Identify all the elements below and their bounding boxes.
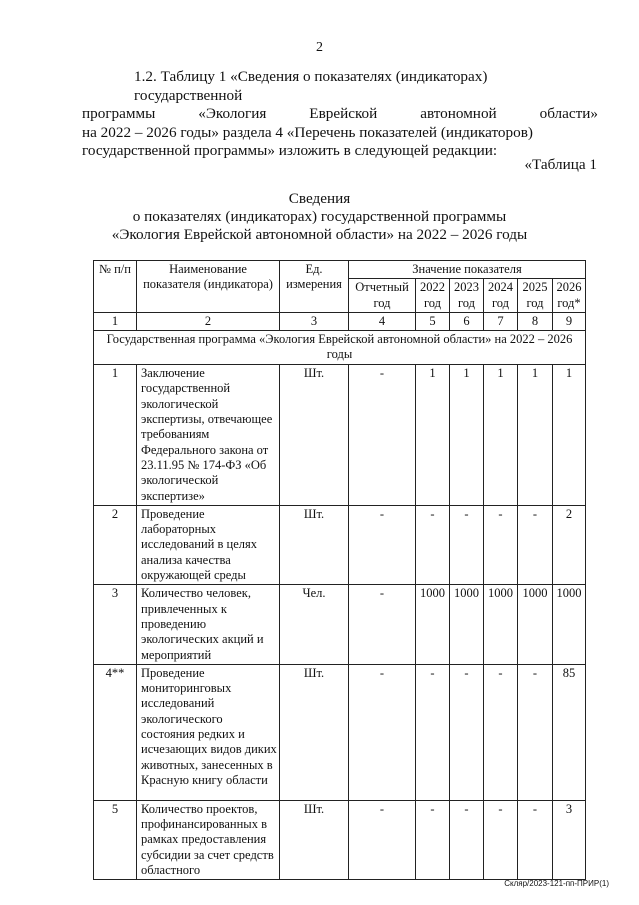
row-value: 1000 bbox=[416, 585, 450, 664]
header-name: Наименование показателя (индикатора) bbox=[137, 261, 280, 313]
header-unit: Ед. измерения bbox=[280, 261, 349, 313]
row-value: - bbox=[450, 800, 484, 879]
row-value: - bbox=[450, 664, 484, 800]
row-unit: Шт. bbox=[280, 800, 349, 879]
row-value: - bbox=[349, 365, 416, 506]
column-number: 8 bbox=[518, 312, 553, 330]
row-value: 1 bbox=[553, 365, 586, 506]
intro-line-1: 1.2. Таблицу 1 «Сведения о показателях (индикаторах) государственной bbox=[134, 68, 488, 104]
row-name: Проведение лабораторных исследований в целях анализа качества окружающей среды bbox=[137, 505, 280, 584]
intro-paragraph bbox=[82, 68, 598, 161]
row-value: 3 bbox=[553, 800, 586, 879]
row-num: 2 bbox=[94, 505, 137, 584]
row-name: Проведение мониторинговых исследований экологического состояния редких и исчезающих видов диких животных, занесенных в Красную книгу области bbox=[137, 664, 280, 800]
row-name: Заключение государственной экологической экспертизы, отвечающее требованиям Федерального закона от 23.11.95 № 174-ФЗ «Об экологической экспертизе» bbox=[137, 365, 280, 506]
footer-code: Скляр/2023-121-пп-ПРИР(1) bbox=[504, 879, 609, 888]
table-row bbox=[94, 365, 586, 506]
intro-word: «Экология bbox=[198, 105, 267, 122]
column-number: 3 bbox=[280, 312, 349, 330]
row-value: 2 bbox=[553, 505, 586, 584]
row-value: - bbox=[450, 505, 484, 584]
row-unit: Шт. bbox=[280, 505, 349, 584]
row-unit: Шт. bbox=[280, 365, 349, 506]
row-num: 5 bbox=[94, 800, 137, 879]
column-number: 4 bbox=[349, 312, 416, 330]
row-value: 85 bbox=[553, 664, 586, 800]
program-row: Государственная программа «Экология Еврейской автономной области» на 2022 – 2026 годы bbox=[94, 331, 586, 365]
row-value: 1000 bbox=[450, 585, 484, 664]
column-number: 7 bbox=[484, 312, 518, 330]
row-value: - bbox=[518, 505, 553, 584]
intro-line-4: государственной программы» изложить в следующей редакции: bbox=[82, 142, 498, 159]
row-value: - bbox=[416, 664, 450, 800]
column-number: 2 bbox=[137, 312, 280, 330]
row-value: - bbox=[416, 800, 450, 879]
intro-word: Еврейской bbox=[309, 105, 378, 122]
intro-word: программы bbox=[82, 105, 156, 122]
table-row bbox=[94, 505, 586, 584]
intro-word: автономной bbox=[420, 105, 497, 122]
column-number: 9 bbox=[553, 312, 586, 330]
table-row bbox=[94, 800, 586, 879]
row-num: 1 bbox=[94, 365, 137, 506]
row-value: 1 bbox=[416, 365, 450, 506]
row-value: 1000 bbox=[553, 585, 586, 664]
header-year: 2024 год bbox=[484, 279, 518, 313]
intro-word: области» bbox=[539, 105, 598, 122]
indicators-table bbox=[93, 260, 586, 880]
header-value-group: Значение показателя bbox=[349, 261, 586, 279]
row-value: - bbox=[349, 800, 416, 879]
row-value: 1 bbox=[518, 365, 553, 506]
row-value: - bbox=[484, 664, 518, 800]
row-num: 4** bbox=[94, 664, 137, 800]
row-unit: Шт. bbox=[280, 664, 349, 800]
row-value: 1 bbox=[484, 365, 518, 506]
intro-line-3: на 2022 – 2026 годы» раздела 4 «Перечень показателей (индикаторов) bbox=[82, 123, 533, 141]
row-value: - bbox=[416, 505, 450, 584]
table-title-line-3: «Экология Еврейской автономной области» на 2022 – 2026 годы bbox=[111, 226, 528, 243]
row-value: - bbox=[349, 585, 416, 664]
header-num: № п/п bbox=[94, 261, 137, 313]
table-row bbox=[94, 664, 586, 800]
header-year: Отчетный год bbox=[349, 279, 416, 313]
row-value: 1000 bbox=[484, 585, 518, 664]
table-title-line-2: о показателях (индикаторах) государственной программы bbox=[132, 208, 507, 225]
page-number: 2 bbox=[316, 40, 323, 55]
column-number: 6 bbox=[450, 312, 484, 330]
row-name: Количество человек, привлеченных к проведению экологических акций и мероприятий bbox=[137, 585, 280, 664]
row-value: - bbox=[518, 800, 553, 879]
table-title-line-1: Сведения bbox=[288, 190, 351, 207]
row-value: - bbox=[484, 505, 518, 584]
row-value: 1000 bbox=[518, 585, 553, 664]
column-number: 1 bbox=[94, 312, 137, 330]
header-year: 2023 год bbox=[450, 279, 484, 313]
row-name: Количество проектов, профинансированных в рамках предоставления субсидии за счет средств областного bbox=[137, 800, 280, 879]
row-value: - bbox=[349, 664, 416, 800]
row-value: - bbox=[484, 800, 518, 879]
column-number: 5 bbox=[416, 312, 450, 330]
header-year: 2022 год bbox=[416, 279, 450, 313]
row-unit: Чел. bbox=[280, 585, 349, 664]
table-row bbox=[94, 585, 586, 664]
row-value: 1 bbox=[450, 365, 484, 506]
intro-line-2 bbox=[82, 105, 598, 124]
table-reference: «Таблица 1 bbox=[524, 156, 597, 173]
header-year: 2025 год bbox=[518, 279, 553, 313]
row-value: - bbox=[518, 664, 553, 800]
row-num: 3 bbox=[94, 585, 137, 664]
header-year: 2026 год* bbox=[553, 279, 586, 313]
row-value: - bbox=[349, 505, 416, 584]
